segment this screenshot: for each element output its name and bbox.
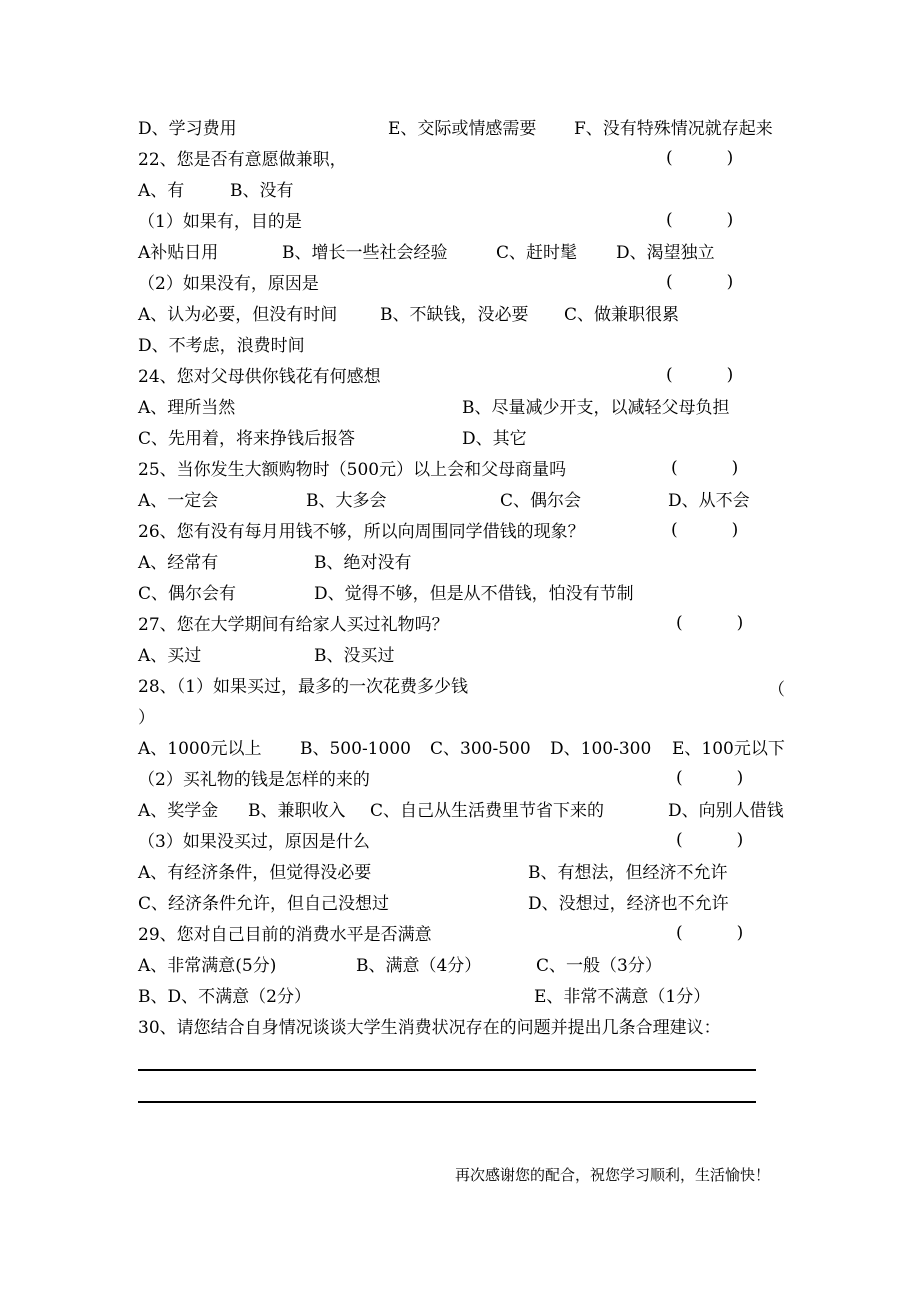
question-text: 27、您在大学期间有给家人买过礼物吗？ [138, 615, 449, 635]
option-text: B、尽量减少开支，以减轻父母负担 [462, 398, 730, 418]
option-text: B、有想法，但经济不允许 [528, 863, 728, 883]
answer-blank-close [138, 706, 155, 730]
option-text: F、没有特殊情况就存起来 [574, 119, 773, 139]
question-29 [138, 923, 432, 947]
option-text: D、其它 [462, 429, 527, 449]
answer-blank[interactable]: ( ) [666, 210, 734, 230]
option-text: C、偶尔会 [500, 491, 582, 511]
question-26 [138, 520, 585, 544]
question-22-2 [138, 272, 319, 296]
question-text: 26、您有没有每月用钱不够，所以向周围同学借钱的现象？ [138, 522, 585, 542]
option-text: D、向别人借钱 [668, 801, 784, 821]
option-text: C、自己从生活费里节省下来的 [370, 801, 605, 821]
answer-blank[interactable]: ( ) [666, 365, 734, 385]
answer-blank[interactable]: ( ) [666, 272, 734, 292]
answer-blank[interactable]: ( ) [676, 768, 744, 788]
option-text: A、经常有 [138, 553, 219, 573]
answer-blank[interactable]: ( ) [666, 148, 734, 168]
option-text: C、做兼职很累 [564, 305, 680, 325]
question-30 [138, 1016, 721, 1040]
option-text: A、买过 [138, 646, 202, 666]
question-text: 24、您对父母供你钱花有何感想 [138, 367, 381, 387]
option-text: D、不考虑，浪费时间 [138, 336, 305, 356]
option-text: D、学习费用 [138, 119, 237, 139]
option-text: A、有经济条件，但觉得没必要 [138, 863, 372, 883]
answer-line[interactable] [138, 1101, 756, 1103]
answer-blank[interactable]: ( ) [671, 458, 739, 478]
question-28-3 [138, 830, 370, 854]
answer-blank[interactable]: ( ) [676, 923, 744, 943]
option-text: D、觉得不够，但是从不借钱，怕没有节制 [314, 584, 634, 604]
question-22-1 [138, 210, 302, 234]
answer-blank[interactable]: ( ) [676, 613, 744, 633]
option-text: E、非常不满意（1分） [534, 987, 711, 1007]
option-text: C、一般（3分） [536, 956, 662, 976]
answer-line[interactable] [138, 1069, 756, 1071]
option-text: C、先用着，将来挣钱后报答 [138, 429, 356, 449]
option-text: C、赶时髦 [496, 243, 578, 263]
answer-blank-open[interactable]: （ [768, 680, 785, 700]
option-text: D、渴望独立 [616, 243, 715, 263]
question-text: 29、您对自己目前的消费水平是否满意 [138, 925, 432, 945]
question-28-2 [138, 768, 370, 792]
option-text: B、没买过 [314, 646, 395, 666]
option-text: A、1000元以上 [138, 739, 262, 759]
option-text: A、非常满意(5分) [138, 956, 277, 976]
question-text: （3）如果没买过，原因是什么 [138, 832, 370, 852]
option-text: B、满意（4分） [356, 956, 482, 976]
option-text: B、500-1000 [300, 739, 411, 759]
option-text: A、一定会 [138, 491, 219, 511]
question-text: 25、当你发生大额购物时（500元）以上会和父母商量吗 [138, 460, 567, 480]
option-text: A、有 [138, 181, 185, 201]
thanks-footer: 再次感谢您的配合，祝您学习顺利，生活愉快！ [455, 1166, 771, 1184]
option-text: C、经济条件允许，但自己没想过 [138, 894, 390, 914]
option-text: D、从不会 [668, 491, 750, 511]
option-text: A、奖学金 [138, 801, 219, 821]
option-text: A、理所当然 [138, 398, 236, 418]
question-text: （2）如果没有，原因是 [138, 274, 319, 294]
option-text: D、100-300 [550, 739, 652, 759]
option-text: D、没想过，经济也不允许 [528, 894, 729, 914]
option-text: B、D、不满意（2分） [138, 987, 311, 1007]
question-22 [138, 148, 347, 172]
option-text: E、100元以下 [672, 739, 785, 759]
option-text: C、300-500 [430, 739, 531, 759]
question-27 [138, 613, 449, 637]
wrapped-paren: ） [138, 708, 155, 728]
question-25 [138, 458, 566, 482]
option-text: B、不缺钱，没必要 [380, 305, 529, 325]
option-text: B、增长一些社会经验 [282, 243, 448, 263]
question-text: （2）买礼物的钱是怎样的来的 [138, 770, 370, 790]
option-text: B、兼职收入 [248, 801, 346, 821]
answer-blank[interactable]: ( ) [676, 830, 744, 850]
question-text: 30、请您结合自身情况谈谈大学生消费状况存在的问题并提出几条合理建议： [138, 1018, 721, 1038]
option-text: B、没有 [230, 181, 294, 201]
option-text: E、交际或情感需要 [388, 119, 537, 139]
question-text: （1）如果有，目的是 [138, 212, 302, 232]
question-text: 28、（1）如果买过，最多的一次花费多少钱 [138, 677, 468, 697]
option-text: B、绝对没有 [314, 553, 412, 573]
question-24 [138, 365, 381, 389]
question-28-1 [138, 675, 468, 699]
option-row [138, 334, 305, 358]
option-text: C、偶尔会有 [138, 584, 237, 604]
answer-blank[interactable]: ( ) [671, 520, 739, 540]
option-text: A补贴日用 [138, 243, 219, 263]
option-text: B、大多会 [306, 491, 387, 511]
question-text: 22、您是否有意愿做兼职， [138, 150, 347, 170]
option-text: A、认为必要，但没有时间 [138, 305, 338, 325]
